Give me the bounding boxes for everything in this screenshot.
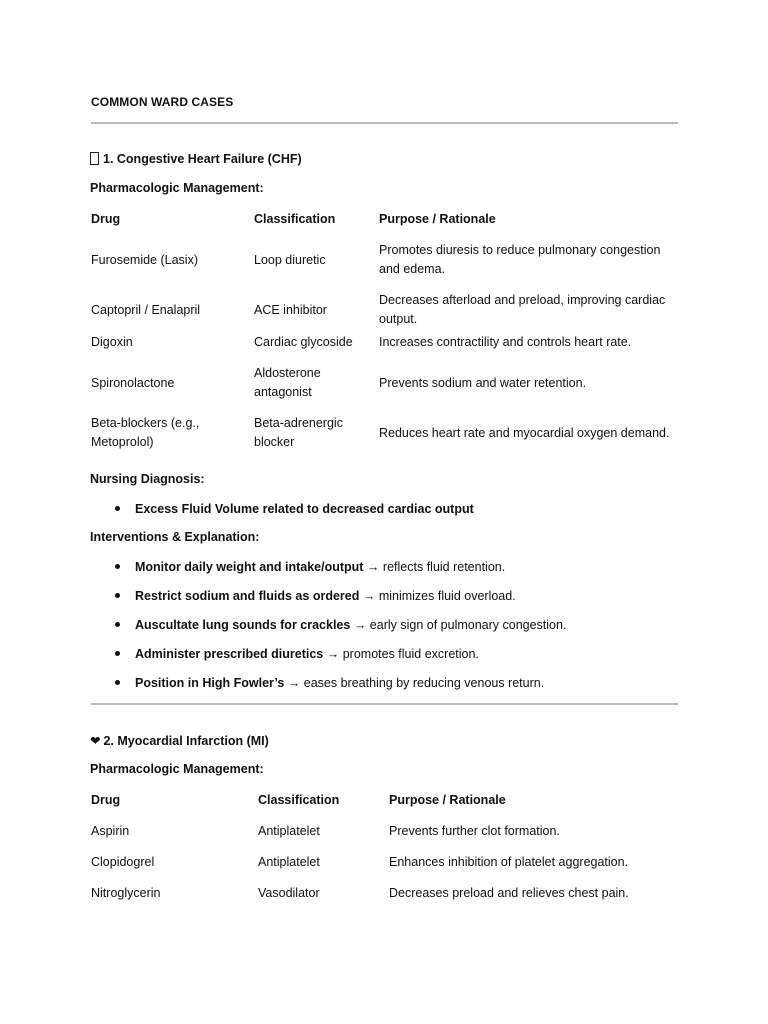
bullet-icon bbox=[115, 506, 120, 511]
table-row bbox=[91, 414, 679, 452]
drug-cell: Captopril / Enalapril bbox=[91, 302, 201, 317]
classification-cell: Beta-adrenergic blocker bbox=[254, 416, 343, 449]
table-row bbox=[91, 852, 679, 872]
heart-icon: ❤ bbox=[90, 734, 101, 748]
table-row bbox=[91, 883, 679, 903]
classification-cell: Antiplatelet bbox=[258, 823, 320, 838]
pharmacologic-management-label: Pharmacologic Management: bbox=[90, 181, 264, 195]
table-row bbox=[91, 291, 679, 329]
table-header-row bbox=[91, 209, 679, 229]
section-heading-chf bbox=[90, 152, 302, 166]
purpose-cell: Reduces heart rate and myocardial oxygen demand. bbox=[379, 425, 670, 440]
drug-cell: Clopidogrel bbox=[91, 854, 155, 869]
column-header-drug: Drug bbox=[91, 792, 121, 807]
classification-cell: Vasodilator bbox=[258, 885, 320, 900]
purpose-cell: Enhances inhibition of platelet aggregation. bbox=[389, 854, 629, 869]
column-header-classification: Classification bbox=[258, 792, 340, 807]
table-row bbox=[91, 241, 679, 279]
interventions-list bbox=[115, 559, 566, 704]
bullet-icon bbox=[115, 593, 120, 598]
drug-cell: Aspirin bbox=[91, 823, 130, 838]
purpose-cell: Prevents sodium and water retention. bbox=[379, 375, 587, 390]
bullet-icon bbox=[115, 622, 120, 627]
table-header-row bbox=[91, 790, 679, 810]
interventions-label: Interventions & Explanation: bbox=[90, 530, 260, 544]
column-header-purpose: Purpose / Rationale bbox=[379, 211, 496, 226]
list-item: Position in High Fowler’s → eases breathing by reducing venous return. bbox=[115, 675, 566, 704]
document-title: COMMON WARD CASES bbox=[91, 95, 234, 109]
list-item: Restrict sodium and fluids as ordered → minimizes fluid overload. bbox=[115, 588, 566, 617]
classification-cell: Aldosterone antagonist bbox=[254, 366, 321, 399]
square-placeholder-icon bbox=[90, 152, 99, 165]
purpose-cell: Promotes diuresis to reduce pulmonary congestion and edema. bbox=[379, 243, 661, 276]
bullet-icon bbox=[115, 651, 120, 656]
column-header-classification: Classification bbox=[254, 211, 336, 226]
nursing-diagnosis-label: Nursing Diagnosis: bbox=[90, 472, 205, 486]
table-row bbox=[91, 364, 679, 402]
section-heading-mi bbox=[90, 733, 269, 748]
section-heading-text: 2. Myocardial Infarction (MI) bbox=[103, 734, 269, 748]
list-item: Auscultate lung sounds for crackles → early sign of pulmonary congestion. bbox=[115, 617, 566, 646]
horizontal-divider bbox=[91, 703, 678, 705]
drug-cell: Furosemide (Lasix) bbox=[91, 252, 198, 267]
section-heading-text: 1. Congestive Heart Failure (CHF) bbox=[103, 152, 302, 166]
purpose-cell: Decreases afterload and preload, improving cardiac output. bbox=[379, 293, 666, 326]
diagnosis-list bbox=[115, 501, 474, 530]
classification-cell: Loop diuretic bbox=[254, 252, 326, 267]
classification-cell: Antiplatelet bbox=[258, 854, 320, 869]
drug-cell: Spironolactone bbox=[91, 375, 175, 390]
table-row bbox=[91, 332, 679, 352]
column-header-purpose: Purpose / Rationale bbox=[389, 792, 506, 807]
pharmacologic-management-label: Pharmacologic Management: bbox=[90, 762, 264, 776]
list-item: Excess Fluid Volume related to decreased cardiac output bbox=[115, 501, 474, 530]
drug-cell: Beta-blockers (e.g., Metoprolol) bbox=[91, 416, 200, 449]
drug-cell: Nitroglycerin bbox=[91, 885, 161, 900]
mi-drug-table bbox=[91, 790, 679, 903]
bullet-icon bbox=[115, 680, 120, 685]
list-item: Monitor daily weight and intake/output → reflects fluid retention. bbox=[115, 559, 566, 588]
purpose-cell: Increases contractility and controls heart rate. bbox=[379, 334, 632, 349]
classification-cell: ACE inhibitor bbox=[254, 302, 327, 317]
chf-drug-table bbox=[91, 209, 679, 452]
purpose-cell: Prevents further clot formation. bbox=[389, 823, 560, 838]
list-item: Administer prescribed diuretics → promotes fluid excretion. bbox=[115, 646, 566, 675]
purpose-cell: Decreases preload and relieves chest pain. bbox=[389, 885, 629, 900]
table-row bbox=[91, 821, 679, 841]
classification-cell: Cardiac glycoside bbox=[254, 334, 353, 349]
column-header-drug: Drug bbox=[91, 211, 121, 226]
horizontal-divider bbox=[91, 122, 678, 124]
bullet-icon bbox=[115, 564, 120, 569]
drug-cell: Digoxin bbox=[91, 334, 133, 349]
